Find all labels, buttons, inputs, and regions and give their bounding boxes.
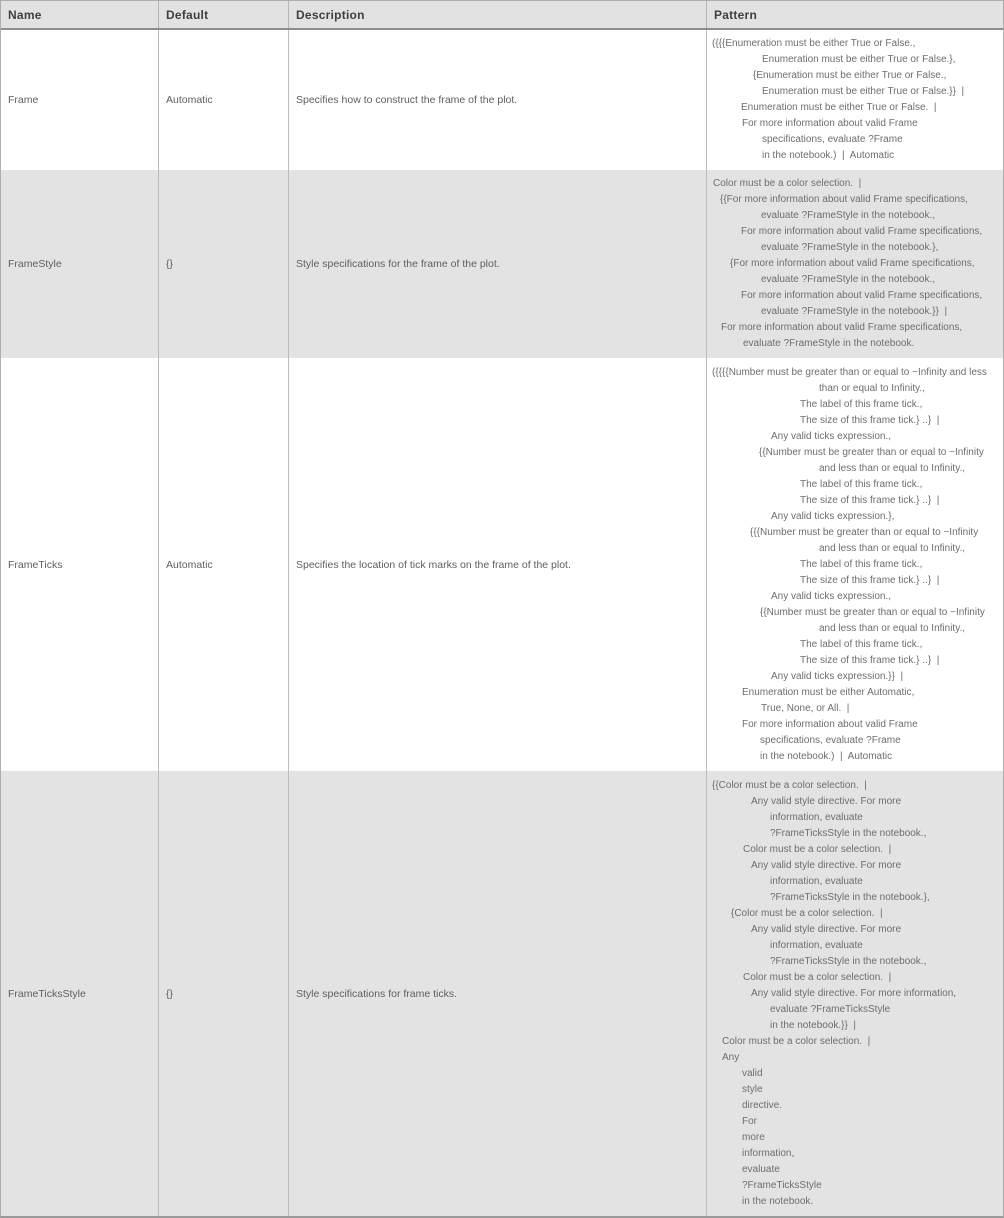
pattern-line: and less than or equal to Infinity.,: [819, 462, 966, 474]
pattern-line: Enumeration must be either True or False.},: [762, 54, 956, 65]
name-cell: [1, 771, 158, 1216]
option-default: {}: [166, 258, 174, 270]
table-header-row: [1, 1, 1003, 30]
table-row: [1, 358, 1003, 771]
description-cell: [288, 170, 706, 358]
table-row: [1, 771, 1003, 1216]
pattern-line: specifications, evaluate ?Frame: [762, 134, 903, 145]
pattern-line: Any valid style directive. For more information,: [751, 987, 957, 999]
pattern-line: than or equal to Infinity.,: [819, 382, 925, 394]
pattern-line: and less than or equal to Infinity.,: [819, 542, 966, 554]
option-default: Automatic: [166, 558, 213, 571]
option-default: Automatic: [166, 94, 213, 106]
pattern-line: Color must be a color selection. |: [743, 843, 892, 855]
pattern-line: information, evaluate: [770, 939, 863, 951]
pattern-line: {{Number must be greater than or equal to −Infinity: [759, 446, 984, 458]
option-name: Frame: [8, 94, 39, 106]
table-body: [1, 30, 1003, 1216]
pattern-line: evaluate: [742, 1163, 780, 1175]
pattern-line: more: [742, 1131, 765, 1143]
pattern-line: ({{{{Number must be greater than or equal to −Infinity and less: [712, 366, 987, 378]
pattern-line: evaluate ?FrameStyle in the notebook.: [743, 338, 915, 349]
pattern-line: Color must be a color selection. |: [713, 178, 862, 189]
pattern-line: {Color must be a color selection. |: [731, 907, 883, 919]
pattern-line: information, evaluate: [770, 875, 863, 887]
default-cell: [158, 771, 288, 1216]
name-cell: [1, 30, 158, 170]
pattern-line: For more information about valid Frame specifications,: [721, 322, 963, 333]
pattern-line: Any valid style directive. For more: [751, 859, 902, 871]
pattern-line: Enumeration must be either True or False. |: [741, 102, 937, 113]
pattern-line: Color must be a color selection. |: [722, 1035, 871, 1047]
pattern-line: style: [742, 1083, 763, 1095]
table-row: [1, 170, 1003, 358]
pattern-line: The size of this frame tick.} ..} |: [800, 654, 940, 666]
pattern-line: evaluate ?FrameStyle in the notebook.}} |: [761, 306, 948, 317]
pattern-line: specifications, evaluate ?Frame: [760, 734, 901, 746]
option-description: Style specifications for the frame of the plot.: [296, 258, 500, 270]
pattern-line: in the notebook.) | Automatic: [760, 750, 893, 762]
pattern-line: For more information about valid Frame: [742, 118, 918, 129]
pattern-line: in the notebook.) | Automatic: [762, 150, 895, 161]
pattern-line: evaluate ?FrameStyle in the notebook.,: [761, 210, 935, 221]
pattern-line: directive.: [742, 1099, 783, 1111]
column-header-pattern: Pattern: [706, 1, 1003, 28]
pattern-cell: [706, 170, 1003, 358]
pattern-line: The size of this frame tick.} ..} |: [800, 494, 940, 506]
default-cell: [158, 170, 288, 358]
description-cell: [288, 30, 706, 170]
pattern-line: For more information about valid Frame: [742, 718, 918, 730]
column-header-name: Name: [8, 7, 42, 22]
pattern-line: valid: [742, 1067, 763, 1079]
pattern-line: The label of this frame tick.,: [800, 558, 923, 570]
pattern-line: Any valid ticks expression.,: [771, 590, 892, 602]
pattern-line: {For more information about valid Frame specifications,: [730, 258, 975, 269]
name-cell: [1, 358, 158, 771]
pattern-line: {{Number must be greater than or equal to −Infinity: [760, 606, 985, 618]
pattern-line: information, evaluate: [770, 811, 863, 823]
pattern-line: ?FrameTicksStyle in the notebook.},: [770, 891, 930, 903]
pattern-line: The label of this frame tick.,: [800, 398, 923, 410]
pattern-line: The label of this frame tick.,: [800, 478, 923, 490]
pattern-line: evaluate ?FrameStyle in the notebook.,: [761, 274, 935, 285]
pattern-line: information,: [742, 1147, 795, 1159]
name-cell: [1, 170, 158, 358]
pattern-line: {{{Number must be greater than or equal to −Infinity: [750, 526, 979, 538]
pattern-line: The label of this frame tick.,: [800, 638, 923, 650]
pattern-line: ({{{Enumeration must be either True or False.,: [712, 38, 916, 49]
option-name: FrameStyle: [8, 258, 62, 270]
pattern-line: and less than or equal to Infinity.,: [819, 622, 966, 634]
pattern-line: {{For more information about valid Frame specifications,: [720, 194, 968, 205]
description-cell: [288, 771, 706, 1216]
default-cell: [158, 30, 288, 170]
option-default: {}: [166, 987, 174, 1000]
pattern-line: For more information about valid Frame specifications,: [741, 290, 983, 301]
pattern-line: ?FrameTicksStyle: [742, 1179, 822, 1191]
pattern-line: Color must be a color selection. |: [743, 971, 892, 983]
description-cell: [288, 358, 706, 771]
pattern-line: Enumeration must be either Automatic,: [742, 686, 915, 698]
pattern-cell: [706, 771, 1003, 1216]
column-header-default: Default: [158, 1, 288, 28]
pattern-line: in the notebook.: [742, 1195, 814, 1207]
option-description: Style specifications for frame ticks.: [296, 987, 458, 1000]
option-description: Specifies the location of tick marks on the frame of the plot.: [296, 558, 571, 571]
pattern-line: Any valid ticks expression.},: [771, 510, 895, 522]
column-header-description: Description: [288, 1, 706, 28]
pattern-line: The size of this frame tick.} ..} |: [800, 414, 940, 426]
pattern-line: True, None, or All. |: [761, 702, 850, 714]
table-row: [1, 30, 1003, 170]
pattern-line: ?FrameTicksStyle in the notebook.,: [770, 827, 927, 839]
option-name: FrameTicks: [8, 558, 63, 571]
pattern-line: Any valid style directive. For more: [751, 795, 902, 807]
pattern-line: For: [742, 1115, 757, 1127]
pattern-line: {Enumeration must be either True or False.,: [753, 70, 947, 81]
pattern-line: evaluate ?FrameTicksStyle: [770, 1003, 891, 1015]
pattern-line: {{Color must be a color selection. |: [712, 779, 867, 791]
pattern-line: Any: [722, 1051, 740, 1063]
pattern-line: Any valid ticks expression.,: [771, 430, 892, 442]
option-description: Specifies how to construct the frame of the plot.: [296, 94, 518, 106]
pattern-line: ?FrameTicksStyle in the notebook.,: [770, 955, 927, 967]
pattern-line: evaluate ?FrameStyle in the notebook.},: [761, 242, 939, 253]
default-cell: [158, 358, 288, 771]
pattern-line: For more information about valid Frame specifications,: [741, 226, 983, 237]
pattern-cell: [706, 358, 1003, 771]
pattern-line: Any valid ticks expression.}} |: [771, 670, 904, 682]
pattern-line: The size of this frame tick.} ..} |: [800, 574, 940, 586]
option-name: FrameTicksStyle: [8, 987, 86, 1000]
pattern-cell: [706, 30, 1003, 170]
pattern-line: Any valid style directive. For more: [751, 923, 902, 935]
pattern-line: Enumeration must be either True or False.}} |: [762, 86, 965, 97]
pattern-line: in the notebook.}} |: [770, 1019, 857, 1031]
